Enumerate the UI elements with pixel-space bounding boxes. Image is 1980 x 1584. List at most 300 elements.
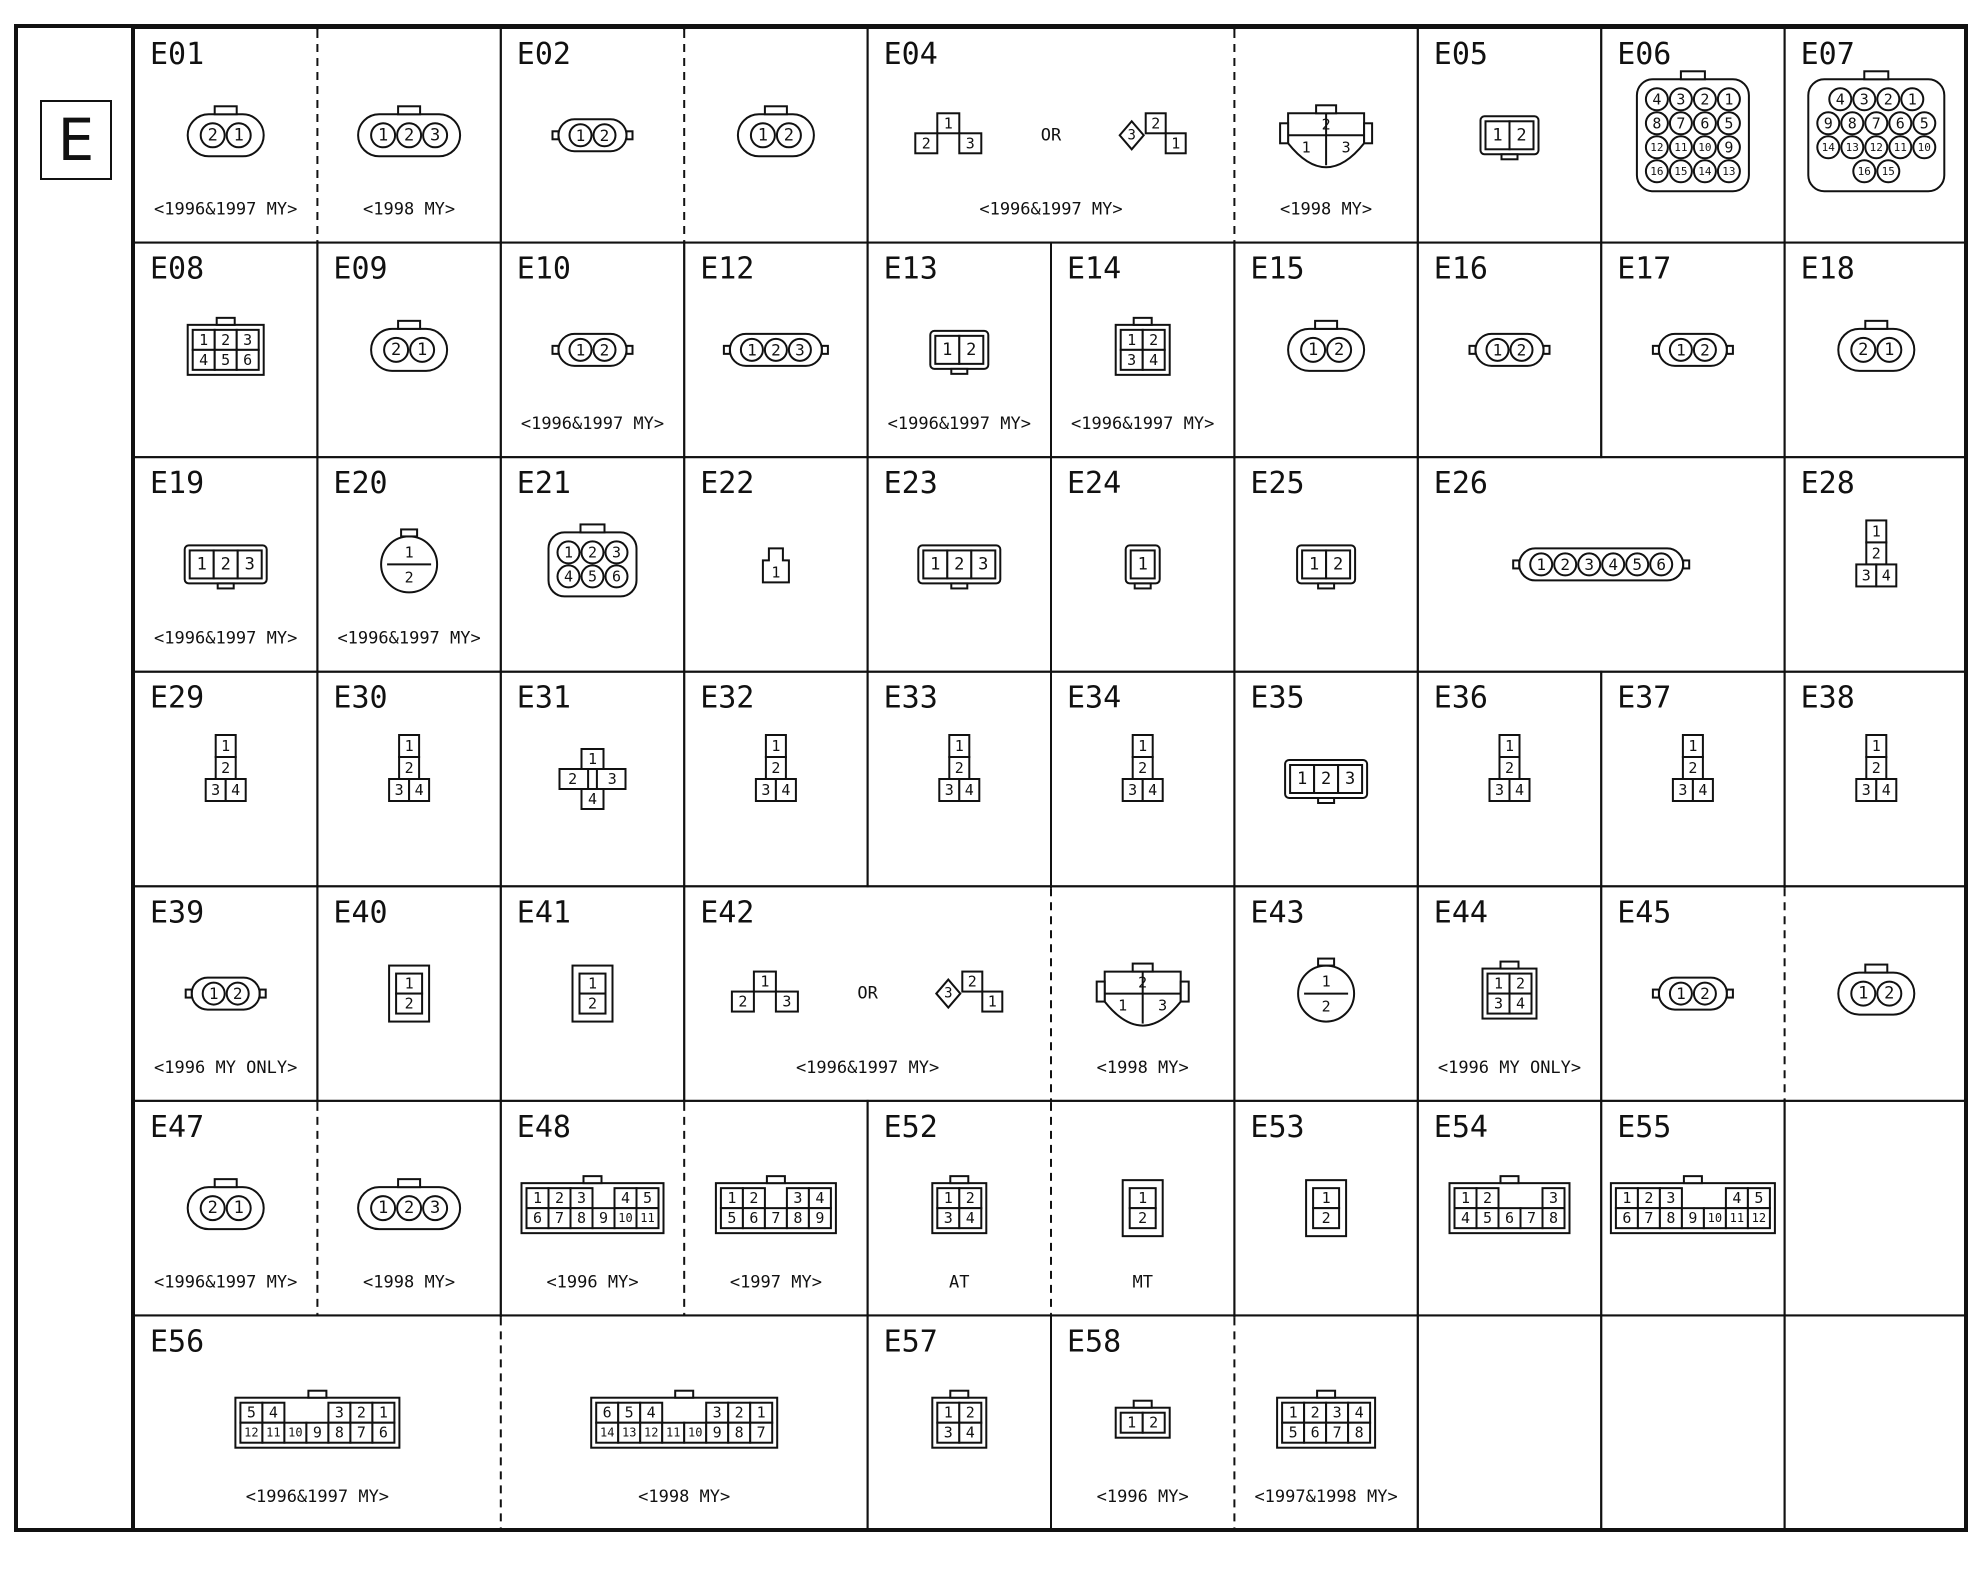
model-year-note: AT	[949, 1272, 970, 1293]
pin-label: 2	[1858, 339, 1869, 360]
pin-label: 11	[266, 1425, 281, 1440]
connector-cell	[1234, 1315, 1417, 1530]
pin-label: 14	[1821, 140, 1835, 154]
pin-label: 4	[1515, 994, 1526, 1013]
pin-label: 3	[576, 1189, 587, 1208]
pin-label: 11	[640, 1211, 655, 1226]
connector-stack4	[1856, 520, 1896, 586]
connector-cell-e17	[1601, 243, 1784, 458]
model-year-note: MT	[1132, 1272, 1153, 1293]
connector-boxrow	[1285, 760, 1367, 803]
pin-label: 1	[1492, 340, 1503, 360]
connector-cell-e16	[1418, 243, 1601, 458]
pin-label: 5	[642, 1189, 653, 1208]
section-column	[18, 28, 134, 1528]
pin-label: 1	[587, 750, 598, 768]
pin-label: 2	[1320, 769, 1332, 789]
pin-label: 8	[793, 1209, 803, 1228]
pin-label: 2	[954, 759, 964, 777]
pin-label: 16	[1650, 164, 1664, 178]
connector-tee	[732, 972, 798, 1012]
pin-label: 3	[1678, 781, 1688, 799]
pin-label: 3	[782, 992, 792, 1011]
pin-label: 3	[1127, 127, 1136, 144]
connector-label: E40	[333, 895, 388, 931]
pin-label: 3	[334, 1403, 344, 1422]
pin-label: 3	[611, 543, 622, 562]
connector-boxrow	[185, 545, 267, 588]
pin-label: 1	[1871, 737, 1881, 755]
connector-cell	[317, 28, 500, 243]
connector-oval	[188, 1179, 264, 1229]
pin-label: 2	[554, 1189, 565, 1208]
pin-label: 2	[1149, 1413, 1159, 1432]
pin-label: 8	[1548, 1209, 1559, 1228]
pin-label: 2	[1321, 997, 1331, 1016]
pin-label: 2	[587, 543, 598, 562]
connector-cell	[317, 1101, 500, 1316]
connector-label: E35	[1250, 680, 1305, 716]
pin-label: 4	[414, 781, 424, 799]
pin-label: 8	[334, 1423, 344, 1442]
connector-cell-e05	[1418, 28, 1601, 243]
pin-label: 6	[243, 350, 253, 369]
pin-label: 1	[1622, 1189, 1632, 1208]
connector-cell-e31	[501, 672, 684, 887]
connector-label: E54	[1433, 1109, 1488, 1145]
connector-label: E29	[150, 680, 205, 716]
connector-label: E25	[1250, 466, 1305, 502]
connector-cell-e34	[1051, 672, 1234, 887]
connector-cell-e32	[684, 672, 867, 887]
connector-cell-e44	[1418, 886, 1601, 1101]
connector-label: E14	[1067, 251, 1122, 287]
pin-label: 7	[1526, 1209, 1537, 1228]
pin-label: 3	[1332, 1403, 1342, 1422]
pin-label: 4	[620, 1189, 631, 1208]
pin-label: 3	[943, 1423, 953, 1442]
connector-cell-e53	[1234, 1101, 1417, 1316]
pin-label: 3	[965, 134, 975, 153]
pin-label: 2	[921, 134, 931, 153]
model-year-note: <1996&1997 MY>	[979, 199, 1123, 220]
pin-label: 3	[944, 781, 954, 799]
pin-label: 1	[404, 737, 414, 755]
pin-label: 12	[1751, 1211, 1767, 1226]
connector-cell-e33	[868, 672, 1051, 887]
pin-label: 7	[1332, 1423, 1342, 1442]
pin-label: 6	[749, 1209, 759, 1228]
connector-cell-e02	[501, 28, 684, 243]
connector-label: E10	[516, 251, 571, 287]
connector-label: E53	[1250, 1109, 1305, 1145]
pin-label: 5	[1288, 1423, 1298, 1442]
model-year-note: <1996 MY ONLY>	[1437, 1057, 1582, 1078]
connector-cell	[684, 28, 867, 243]
pin-label: 2	[221, 330, 231, 349]
pin-label: 2	[390, 339, 402, 360]
pin-label: 15	[1674, 164, 1688, 178]
connector-circgrid	[549, 524, 637, 596]
connector-pill	[186, 978, 266, 1010]
pin-label: 2	[1138, 973, 1148, 992]
pin-label: 4	[268, 1403, 278, 1422]
connector-cell	[1785, 1101, 1968, 1316]
pin-label: 1	[771, 563, 781, 582]
pin-label: 2	[1700, 984, 1710, 1004]
connector-cell-e57	[868, 1315, 1051, 1530]
model-year-note: <1998 MY>	[363, 199, 456, 220]
pin-label: 4	[1354, 1403, 1364, 1422]
connector-pill	[724, 334, 828, 366]
connector-oval	[358, 106, 460, 156]
connector-grid	[591, 1391, 777, 1448]
pin-label: 3	[1861, 566, 1871, 585]
pin-label: 1	[1127, 1413, 1137, 1432]
connector-cell-e45	[1601, 886, 1784, 1101]
pin-label: 2	[783, 125, 795, 146]
connector-oval	[371, 321, 447, 371]
pin-label: 4	[1460, 1209, 1471, 1228]
connector-label: E48	[516, 1109, 571, 1145]
connector-grid	[134, 28, 1968, 1530]
pin-label: 3	[1548, 1189, 1559, 1208]
pin-label: 1	[1321, 972, 1331, 991]
pin-label: 12	[1650, 140, 1664, 154]
pin-label: 2	[1871, 759, 1881, 777]
pin-label: 2	[1149, 330, 1159, 349]
pin-label: 2	[232, 984, 243, 1004]
pin-label: 8	[1652, 114, 1662, 133]
connector-cell	[1234, 28, 1417, 243]
pin-label: 2	[1310, 1403, 1320, 1422]
pin-label: 2	[221, 759, 231, 777]
pin-label: 5	[727, 1209, 737, 1228]
pin-label: 10	[687, 1425, 703, 1440]
connector-vert2	[1306, 1180, 1346, 1236]
connector-cell-e28	[1785, 457, 1968, 672]
pin-label: 2	[1138, 1209, 1148, 1228]
pin-label: 8	[1354, 1423, 1364, 1442]
pin-label: 1	[943, 1189, 953, 1208]
pin-label: 9	[312, 1423, 322, 1442]
connector-label: E55	[1617, 1109, 1672, 1145]
pin-label: 1	[196, 554, 207, 575]
pin-label: 4	[1514, 781, 1525, 799]
pin-label: 6	[1310, 1423, 1320, 1442]
pin-label: 1	[575, 125, 586, 145]
connector-label: E36	[1433, 680, 1488, 716]
pin-label: 4	[1881, 781, 1891, 799]
connector-label: E39	[150, 895, 205, 931]
connector-label: E15	[1250, 251, 1305, 287]
model-year-note: <1996&1997 MY>	[245, 1487, 390, 1507]
pin-label: 2	[1516, 125, 1527, 146]
pin-label: 2	[404, 759, 414, 777]
connector-pill	[1513, 548, 1689, 580]
connector-label: E02	[516, 37, 571, 72]
connector-cell-e14	[1051, 243, 1234, 458]
pin-label: 1	[943, 114, 953, 133]
connector-label: E21	[516, 466, 571, 502]
pin-label: 1	[1301, 138, 1311, 157]
connector-grid	[932, 1176, 986, 1233]
pin-label: 3	[1127, 350, 1137, 369]
pin-label: 3	[607, 770, 617, 788]
pin-label: 2	[771, 759, 781, 777]
pin-label: 3	[1158, 996, 1168, 1015]
connector-cell-e23	[868, 457, 1051, 672]
connector-cell-e15	[1234, 243, 1417, 458]
connector-label: E47	[150, 1109, 205, 1145]
pin-label: 1	[221, 737, 231, 755]
pin-label: 2	[207, 125, 218, 146]
connector-cell	[501, 1315, 868, 1530]
connector-cell-e01	[134, 28, 317, 243]
pin-label: 4	[781, 781, 791, 799]
connector-label: E42	[700, 895, 755, 931]
pin-label: 3	[1861, 781, 1871, 799]
pin-label: 6	[1895, 114, 1905, 133]
pin-label: 2	[599, 125, 610, 145]
pin-label: 3	[394, 781, 404, 799]
connector-label: E06	[1617, 37, 1672, 72]
pin-label: 15	[1881, 164, 1895, 178]
pin-label: 10	[618, 1211, 633, 1226]
pin-label: 1	[727, 1189, 737, 1208]
connector-cell-e13	[868, 243, 1051, 458]
model-year-note: <1996 MY>	[546, 1272, 639, 1293]
connector-label: E31	[516, 680, 571, 716]
model-year-note: <1996&1997 MY>	[520, 414, 665, 435]
connector-grid	[1483, 962, 1537, 1019]
connector-stack4	[939, 735, 979, 801]
connector-grid	[188, 318, 264, 375]
pin-label: 6	[1656, 554, 1667, 574]
connector-label: E19	[150, 466, 205, 502]
pin-label: 4	[1835, 90, 1845, 109]
pin-label: 2	[1560, 554, 1571, 574]
connector-label: E58	[1067, 1324, 1122, 1360]
pin-label: 2	[1700, 340, 1710, 360]
connector-cell-e54	[1418, 1101, 1601, 1316]
connector-pill	[553, 119, 633, 151]
pin-label: 1	[1536, 554, 1547, 574]
pin-label: 1	[199, 330, 209, 349]
pin-label: 10	[288, 1425, 303, 1440]
connector-grid	[1611, 1176, 1775, 1233]
connector-grid	[1450, 1176, 1570, 1233]
pin-label: 7	[1676, 114, 1686, 133]
connector-pill	[1470, 334, 1550, 366]
connector-cell-e43	[1234, 886, 1417, 1101]
pin-label: 3	[1859, 90, 1869, 109]
connector-oval	[1288, 321, 1364, 371]
connector-label: E08	[150, 251, 205, 287]
pin-label: 2	[749, 1189, 759, 1208]
pin-label: 3	[429, 125, 441, 146]
pin-label: 1	[1307, 339, 1319, 360]
pin-label: 2	[1883, 90, 1893, 109]
connector-cell-e19	[134, 457, 317, 672]
pin-label: 2	[1138, 759, 1148, 777]
connector-label: E56	[150, 1324, 205, 1360]
pin-label: 1	[208, 984, 219, 1004]
connector-cell-e35	[1234, 672, 1417, 887]
connector-stack4	[1123, 735, 1163, 801]
connector-round3	[1280, 105, 1372, 167]
pin-label: 11	[1674, 140, 1688, 154]
connector-cell	[1601, 1315, 1784, 1530]
pin-label: 3	[211, 781, 221, 799]
connector-label: E18	[1800, 251, 1855, 287]
pin-label: 9	[815, 1209, 825, 1228]
connector-cell-e48	[501, 1101, 684, 1316]
pin-label: 3	[943, 1209, 953, 1228]
connector-cell-e22	[684, 457, 867, 672]
pin-label: 2	[1151, 114, 1161, 133]
connector-label: E38	[1800, 680, 1855, 716]
connector-grid	[1116, 318, 1170, 375]
connector-oval	[738, 106, 814, 156]
pin-label: 5	[1919, 114, 1929, 133]
connector-pill	[553, 334, 633, 366]
pin-label: 10	[1917, 140, 1931, 154]
connector-cell-e36	[1418, 672, 1601, 887]
connector-stack4	[1856, 735, 1896, 801]
pin-label: 3	[429, 1198, 441, 1219]
model-year-note: <1996&1997 MY>	[337, 628, 481, 649]
pin-label: 1	[1724, 90, 1734, 109]
connector-cell-e12	[684, 243, 867, 458]
pin-label: 1	[416, 339, 428, 360]
connector-grid	[235, 1391, 399, 1448]
connector-label: E26	[1433, 466, 1488, 502]
connector-stack4	[756, 735, 796, 801]
connector-oval	[1838, 965, 1914, 1015]
pin-label: 2	[965, 1403, 975, 1422]
pin-label: 2	[220, 554, 231, 575]
pin-label: 1	[1127, 330, 1137, 349]
connector-boxrow	[1126, 545, 1160, 588]
pin-label: 1	[1871, 522, 1881, 541]
pin-label: 4	[563, 567, 574, 586]
connector-boxrow	[1297, 545, 1355, 588]
pin-label: 2	[954, 554, 965, 575]
pin-label: 1	[954, 737, 964, 755]
pin-label: 6	[1504, 1209, 1515, 1228]
pin-label: 11	[1893, 140, 1907, 154]
pin-label: 2	[587, 994, 598, 1013]
connector-oval	[358, 1179, 460, 1229]
connector-oval	[1838, 321, 1914, 371]
pin-label: 5	[1724, 114, 1734, 133]
connector-cell-e29	[134, 672, 317, 887]
connector-vert2	[1123, 1180, 1163, 1236]
pin-label: 7	[554, 1209, 565, 1228]
connector-tee	[915, 113, 981, 153]
pin-label: 2	[404, 568, 414, 587]
connector-cell-e10	[501, 243, 684, 458]
pin-label: 1	[1321, 1189, 1331, 1208]
connector-label: E57	[883, 1324, 938, 1360]
connector-label: E45	[1617, 895, 1672, 931]
pin-label: 3	[944, 985, 953, 1002]
pin-label: 3	[1666, 1189, 1676, 1208]
connector-cell	[1785, 1315, 1968, 1530]
connector-cell-e20	[317, 457, 500, 672]
connector-stack4	[1673, 735, 1713, 801]
connector-grid	[522, 1176, 664, 1233]
pin-label: 2	[403, 1198, 415, 1219]
pin-label: 1	[1493, 974, 1504, 993]
connector-stack4	[206, 735, 246, 801]
pin-label: 3	[244, 554, 255, 575]
pin-label: 4	[965, 1209, 975, 1228]
connector-single	[763, 548, 789, 582]
connector-stack4	[1490, 735, 1530, 801]
connector-sheet	[14, 24, 1968, 1532]
connector-label: E12	[700, 251, 755, 287]
connector-boxrow	[1481, 116, 1539, 159]
pin-label: 3	[1584, 554, 1595, 574]
pin-label: 2	[1884, 983, 1895, 1004]
pin-label: 1	[233, 1198, 244, 1219]
pin-label: 1	[942, 339, 953, 360]
pin-label: 1	[233, 125, 244, 146]
connector-vert2	[573, 966, 613, 1022]
pin-label: 1	[1118, 996, 1128, 1015]
pin-label: 2	[1332, 554, 1344, 575]
pin-label: 3	[1494, 781, 1505, 799]
connector-pill	[1653, 334, 1733, 366]
pin-label: 1	[1460, 1189, 1471, 1208]
connector-label: E04	[883, 37, 938, 72]
pin-label: 2	[568, 770, 578, 788]
model-year-note: <1996&1997 MY>	[154, 628, 298, 649]
connector-cell-e30	[317, 672, 500, 887]
pin-label: 6	[378, 1423, 388, 1442]
connector-cell	[1785, 886, 1968, 1101]
pin-label: 1	[1688, 737, 1698, 755]
or-label: OR	[1040, 125, 1062, 146]
pin-label: 8	[576, 1209, 587, 1228]
pin-label: 5	[246, 1403, 256, 1422]
connector-cell-e06	[1601, 28, 1784, 243]
pin-label: 9	[598, 1209, 609, 1228]
pin-label: 1	[1288, 1403, 1298, 1422]
pin-label: 2	[967, 972, 977, 991]
connector-cell-e52	[868, 1101, 1051, 1316]
connector-label: E16	[1433, 251, 1488, 287]
pin-label: 1	[771, 737, 781, 755]
pin-label: 1	[563, 543, 574, 562]
model-year-note: <1998 MY>	[1096, 1057, 1189, 1078]
pin-label: 7	[356, 1423, 366, 1442]
pin-label: 2	[1504, 759, 1515, 777]
pin-label: 8	[734, 1423, 744, 1442]
pin-label: 5	[1632, 554, 1643, 574]
pin-label: 13	[1845, 140, 1859, 154]
connector-label: E32	[700, 680, 755, 716]
pin-label: 2	[1644, 1189, 1654, 1208]
pin-label: 6	[532, 1209, 543, 1228]
pin-label: 1	[1504, 737, 1515, 755]
pin-label: 4	[1732, 1189, 1742, 1208]
model-year-note: <1996&1997 MY>	[795, 1057, 940, 1078]
pin-label: 1	[756, 1403, 766, 1422]
connector-label: E09	[333, 251, 388, 287]
